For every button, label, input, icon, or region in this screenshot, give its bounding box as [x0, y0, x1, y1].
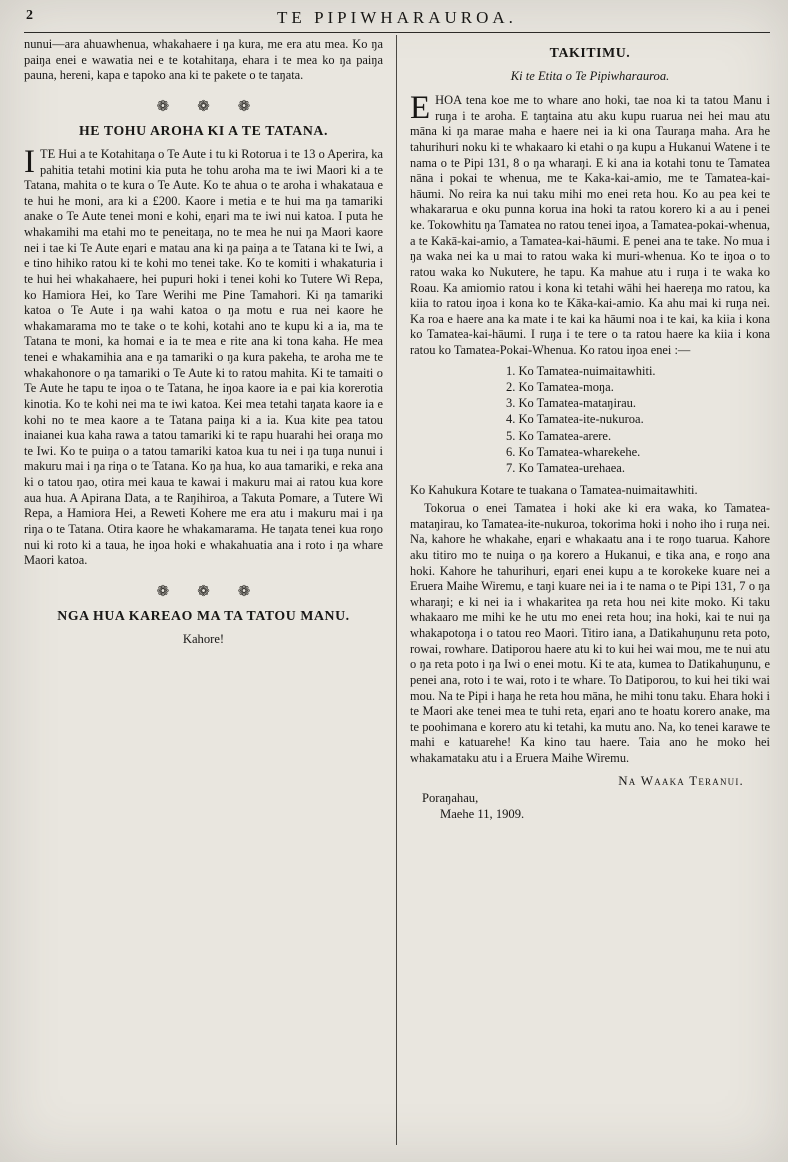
- article-heading-takitimu: TAKITIMU.: [549, 45, 631, 60]
- place-line: Poraŋahau,: [422, 790, 479, 805]
- list-item: 3. Ko Tamatea-mataŋirau.: [506, 396, 637, 411]
- article-tatana-body: [24, 143, 383, 569]
- list-item: 7. Ko Tamatea-urehaea.: [506, 461, 625, 476]
- rosette-icon: ❁: [237, 96, 251, 115]
- drop-cap: I: [24, 143, 35, 180]
- left-column: [24, 35, 397, 1145]
- article-heading-tatana: HE TOHU AROHA KI A TE TATANA.: [78, 122, 329, 138]
- rosette-icon: ❁: [197, 581, 210, 600]
- paragraph-text: TE Hui a te Kotahitaŋa o Te Aute i tu ki Rotorua i te 13 o Aperira, ka pahitia tetahi motini kia puta he tohu aroha ma te iwi Maori ki a te Tatana, mahita o te kura o Te Aute. Ko te ahua o te aroha i whakataua e te hui he moni, ara ki a £200. Kaore i metia e te hui ma ŋa tamariki anake o Te Aute tenei moni e kohi, eŋari ma te iwi nui katoa. I puta he whakamihi ma etahi mo te peneitaŋa, no te mea he nui ŋa Maori kaore nei i tae ki Te Aute eŋari e matau ana ki ŋa paiŋa a te Tatana ki te Iwi, a e tino hihiko ratou ki te kohi mo tenei take. Ko te komiti i whakaturia i te hui hei whakahaere, hei pupuri hoki i tenei kohi ko Tutere Wi Repa, ko Hamiora Hei, ko Tare Werihi me Pine Tamahori. Ki ŋa tamariki katoa o Te Aute i ŋa wahi katoa o ŋa motu e rua nei kaore he whakamarama mo te take o te kohi, kotahi ano te kupu ki a ia, ma te Tatana te moni, ka homai e ia te mea e rite ana ki tona kaha. He mea tenei e whakamihia ana e ŋa tamariki o ŋa kura pakeha, te aroha me te whakahonore o ŋa tamariki o Te Aute ki to ratou mahita. Ki te tamaiti o Te Aute he tapu te iŋoa o te Tatana, he iŋoa kaore ia e pai kia korerotia kinotia. Ko te kohi nei ma te iwi katoa. Kei mea tetahi taŋata kaore ia e kohi no te mea kaore a te Tatana paiŋa ki a ia. Kua kite pea tatou inaianei kua kaha rawa a tatou tamariki ki te rapu huarahi hei oraŋa mo te Iwi. Ko te puiŋa o a tatou tamariki katoa kua tu nei i ŋa tuŋa nunui i makuru mai i ŋa riŋa o te Tatana. Ko ŋa hua, ko aua tamariki, e reka ana ki o tatou ŋao, otira mei kaua te kawai i makuru mai ai ratou kua kore aua hua. A Apirana Ŋata, a te Raŋihiroa, a Takuta Pomare, a Tutere Wi Repa, a Hamiora Hei, a Reweti Kohere me era atu i makuru mai i ŋa riŋa o te Tatana. Otira kaore he whakamarama. He taŋata tenei kua roŋo nui ki roto ki a taua, he iŋoa hoki e whakahuatia ana i roto i ŋa whare Maori katoa.: [24, 146, 383, 568]
- kahore-text: Kahore!: [182, 631, 225, 646]
- list-item: 4. Ko Tamatea-ite-nukuroa.: [506, 412, 644, 427]
- continuation-paragraph: nunui—ara ahuawhenua, whakahaere i ŋa kura, me era atu mea. Ko ŋa paiŋa enei e wawatia nei e te kotahitaŋa, ehara i te mea ko ŋa paiŋa pauna, hereni, kapa e tapoko ana ki te pakete o te taŋata.: [24, 37, 383, 83]
- list-item: 6. Ko Tamatea-wharekehe.: [506, 444, 641, 459]
- takitimu-paragraph-2: Ko Kahukura Kotare te tuakana o Tamatea-nuimaitawhiti.: [410, 483, 698, 498]
- column-layout: [24, 35, 770, 1145]
- rosette-icon: ❁: [156, 96, 170, 115]
- list-item: 1. Ko Tamatea-nuimaitawhiti.: [506, 363, 656, 378]
- rosette-icon: ❁: [197, 96, 210, 115]
- masthead: [24, 5, 770, 30]
- letter-salutation: Ki te Etita o Te Pipiwharauroa.: [510, 69, 670, 83]
- list-item: 5. Ko Tamatea-arere.: [506, 428, 612, 443]
- right-column: [397, 35, 770, 1145]
- ornament-row: [24, 582, 383, 601]
- date-line: Maehe 11, 1909.: [440, 806, 525, 821]
- ornament-row: [24, 97, 383, 116]
- tamatea-name-list: [506, 363, 770, 477]
- takitimu-paragraph-1: [410, 90, 770, 359]
- newspaper-title: TE PIPIWHARAUROA.: [277, 8, 517, 27]
- rosette-icon: ❁: [156, 581, 170, 600]
- page-number: 2: [26, 8, 33, 23]
- spacer: [410, 37, 770, 41]
- header-rule: [24, 32, 770, 33]
- signature: Na Waaka Teranui.: [618, 772, 744, 788]
- list-item: 2. Ko Tamatea-moŋa.: [506, 379, 614, 394]
- rosette-icon: ❁: [237, 581, 251, 600]
- paragraph-text: HOA tena koe me to whare ano hoki, tae noa ki ta tatou Manu i ruŋa i te aroha. E taŋtaina atu aku kupu ruarua nei hei mau atu māna ki ŋa marae maha e haere nei ia ki ona Tauraŋa maha. Ara he tahurihuri noku ki te whakaaro ki etahi o ŋa kupu a Hukanui Watene i te nama o te Pipi 131, 8 o ŋa wharaŋi. E ki ana ia kotahi tonu te Tamatea nāna i pokai te whenua, me te Kaka-kai-amio, me te Tamatea-kai-hāumi. No reira ka nui taku mihi mo enei reta hou. Ko au pea kei te whakararua e oku punna korua ina hoki ta ratou korero ki a au i penei ke. Tokowhitu ŋa Tamatea no ratou tenei iŋoa, a Tamatea-pokai-whenua, a te Kakā-kai-amio, a Tamatea-kai-hāumi. E penei ana te take. No mua i ŋa waka nei ka u mai to ratou waka ki muri-whenua. Ko te iŋoa o to ratou waka ko Nukutere, he tapu. Ka mahue atu i ruŋa i te waka ko Roau. Ka amiomio ratou i kona ki tetahi wāhi hei haereŋa mo ratou, ka kiia to ratou iŋoa i kona ko te Kāka-kai-amio. Ka ahu mai ki ruŋa nei. Ka roa e haere ana ka mate i te kai ka hāumi noa i te kai, ka kiia i kona ko Tamatea-kai-hāumi. I ruŋa i te tere o ta ratou haere ka kiia i kona ratou ko Tamatea-Pokai-Whenua. Ko ratou iŋoa enei :—: [410, 93, 770, 357]
- drop-cap: E: [410, 90, 431, 126]
- article-heading-kareao: NGA HUA KAREAO MA TA TATOU MANU.: [57, 607, 350, 623]
- takitimu-paragraph-3: Tokorua o enei Tamatea i hoki ake ki era waka, ko Tamatea-mataŋirau, ko Tamatea-ite-nukuroa, tokorima hoki i noho iho i ruŋa nei. Na, kahore he whakahe, eŋari e whakaatu ana i te roŋo tuarua. Kahore aku titiro mo te nuiŋa o ŋa korero a Hukanui, e tika ana, e roŋo ana hoki. Kahore he tahurihuri, eŋari enei kupu a te korokeke kuare nei a Eruera Maihe Wiremu, e taŋi kuare nei ia i te nama o te Pipi 131, 7 o ŋa wharaŋi; e ki nei ia i whakaritea ŋa reta hou nei kite moko. Ki taku whakaaro me mihi ke he utu mo enei reta hou; ina hoki, kai te nui ŋa whakapotoŋa i o tatou reo Maori. Titiro iana, a Ŋatikahuŋunu reta poto, rowai, rowhare. Ŋatiporou haere atu ki to kui hei wai mou, me te nui atu o ŋa reta poto i ŋa Iwi o enei motu. Ki te ata, kumea to Ŋatikahuŋunu, e penei ana, roto i te wai, roto i te whare. To Ŋatiporou, to kui hei tiki wai mou. Na te Pipi i haŋa he reta hou māna, he mihi tonu taku. Ehara hoki i te Maori ake tenei mea te tuhi reta, eŋari ano te hoatu korero anake, ma te poohimana e korero atu ki tetahi, ka mutu ano. Na, ko tenei karawe te mahi e katuarehe! Ka kino tau haere. Taia ano he moko hei whakamataku atu i a Eruera Maihe Wiremu.: [410, 501, 770, 765]
